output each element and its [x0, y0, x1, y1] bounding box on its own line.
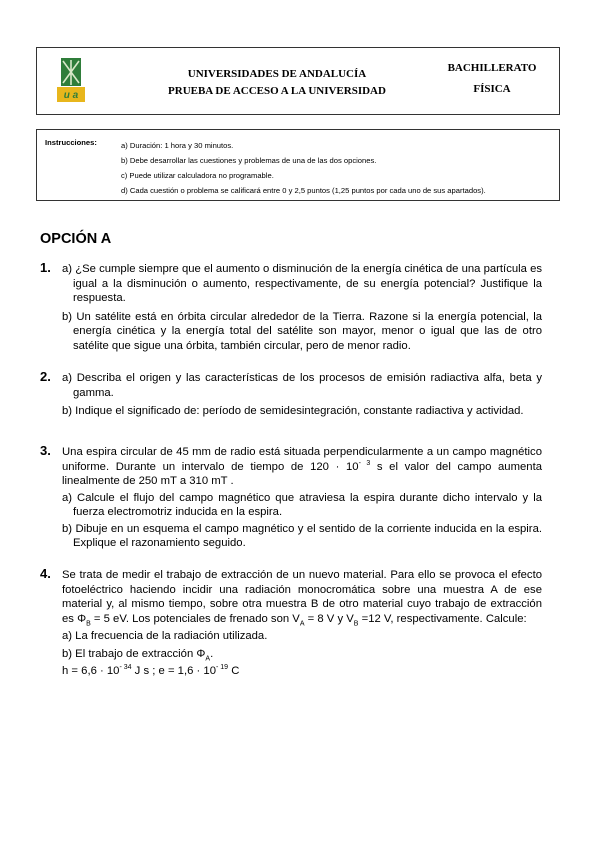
stem-text: =12 V, respectivamente. Calcule:	[358, 612, 527, 625]
question-1	[40, 262, 542, 353]
exponent: - 34	[119, 664, 132, 672]
instruction-item: c) Puede utilizar calculadora no programable.	[121, 171, 274, 180]
part-text: b) El trabajo de extracción Φ	[62, 647, 206, 660]
subscript: A	[205, 654, 211, 662]
question-part-b: b) Dibuje en un esquema el campo magnético y el sentido de la corriente inducida en la espira. Explique el razonamiento seguido.	[62, 522, 542, 549]
instruction-item: b) Debe desarrollar las cuestiones y problemas de una de las dos opciones.	[121, 156, 377, 165]
subscript: B	[353, 619, 359, 627]
question-part-b: b) Un satélite está en órbita circular alrededor de la Tierra. Razone si la energía potencial, la energía cinética y la energía total del satélite son mayor, menor o igual que las de otro satélite que sigue una órbita, también circular, pero de menor radio.	[62, 310, 542, 352]
question-number: 3.	[40, 443, 51, 458]
question-part-a: a) Calcule el flujo del campo magnético que atraviesa la espira durante dicho intervalo y la fuerza electromotriz inducida en la espira.	[62, 491, 542, 518]
question-3	[40, 445, 542, 551]
subscript: A	[299, 619, 305, 627]
question-stem	[62, 445, 542, 489]
stem-text: Una espira circular de 45 mm de radio está situada perpendicularmente a un campo magnético uniforme. Durante un intervalo de tiempo de 120 · 10	[62, 446, 542, 473]
option-title: OPCIÓN A	[40, 231, 112, 247]
header-right	[432, 62, 552, 95]
instructions-box	[36, 129, 560, 201]
question-number: 1.	[40, 260, 51, 275]
question-part-b	[62, 647, 542, 662]
instruction-item: d) Cada cuestión o problema se calificará entre 0 y 2,5 puntos (1,25 puntos por cada uno de sus apartados).	[121, 186, 486, 195]
constants-line	[62, 664, 542, 679]
subject-label: FÍSICA	[473, 83, 511, 95]
university-title: UNIVERSIDADES DE ANDALUCÍA	[187, 68, 367, 80]
constant-text: C	[228, 665, 240, 677]
stem-text: Se trata de medir el trabajo de extracción de un nuevo material. Para ello se provoca el efecto fotoeléctrico haciendo incidir una radiación monocromática sobre una muestra A de ese material y, al mismo tiempo, sobre otra muestra B de otro material cuyo trabajo de extracción es Φ	[62, 569, 542, 625]
subscript: B	[86, 619, 91, 627]
instruction-item: a) Duración: 1 hora y 30 minutos.	[121, 141, 234, 150]
stem-text: s el valor del campo aumenta linealmente de 250 mT a 310 mT .	[62, 460, 542, 487]
exponent: - 19	[216, 664, 229, 672]
question-number: 4.	[40, 566, 51, 581]
question-part-a: a) La frecuencia de la radiación utilizada.	[62, 630, 268, 642]
constant-text: h = 6,6 · 10	[62, 665, 120, 677]
question-part-b: b) Indique el significado de: período de semidesintegración, constante radiactiva y actividad.	[62, 405, 524, 417]
exam-title: PRUEBA DE ACCESO A LA UNIVERSIDAD	[168, 85, 386, 97]
exponent: - 3	[358, 459, 371, 467]
universities-logo	[53, 58, 89, 104]
header-box	[36, 47, 560, 115]
svg-text:u a: u a	[63, 90, 79, 101]
question-part-a: a) ¿Se cumple siempre que el aumento o disminución de la energía cinética de una partícula es igual a la disminución o aumento, respectivamente, de su energía potencial? Justifique la respuesta.	[62, 263, 542, 304]
level-label: BACHILLERATO	[447, 62, 537, 74]
question-4	[40, 568, 542, 679]
question-stem	[62, 568, 542, 626]
question-number: 2.	[40, 369, 51, 384]
stem-text: = 8 V y V	[304, 612, 354, 625]
header-titles	[157, 66, 397, 100]
instructions-list	[121, 138, 551, 198]
question-2	[40, 371, 542, 419]
stem-text: = 5 eV. Los potenciales de frenado son V	[90, 612, 300, 625]
constant-text: J s ; e = 1,6 · 10	[131, 665, 216, 677]
part-text: .	[210, 647, 214, 660]
instructions-label: Instrucciones:	[45, 138, 97, 147]
question-part-a: a) Describa el origen y las características de los procesos de emisión radiactiva alfa, beta y gamma.	[62, 372, 542, 399]
